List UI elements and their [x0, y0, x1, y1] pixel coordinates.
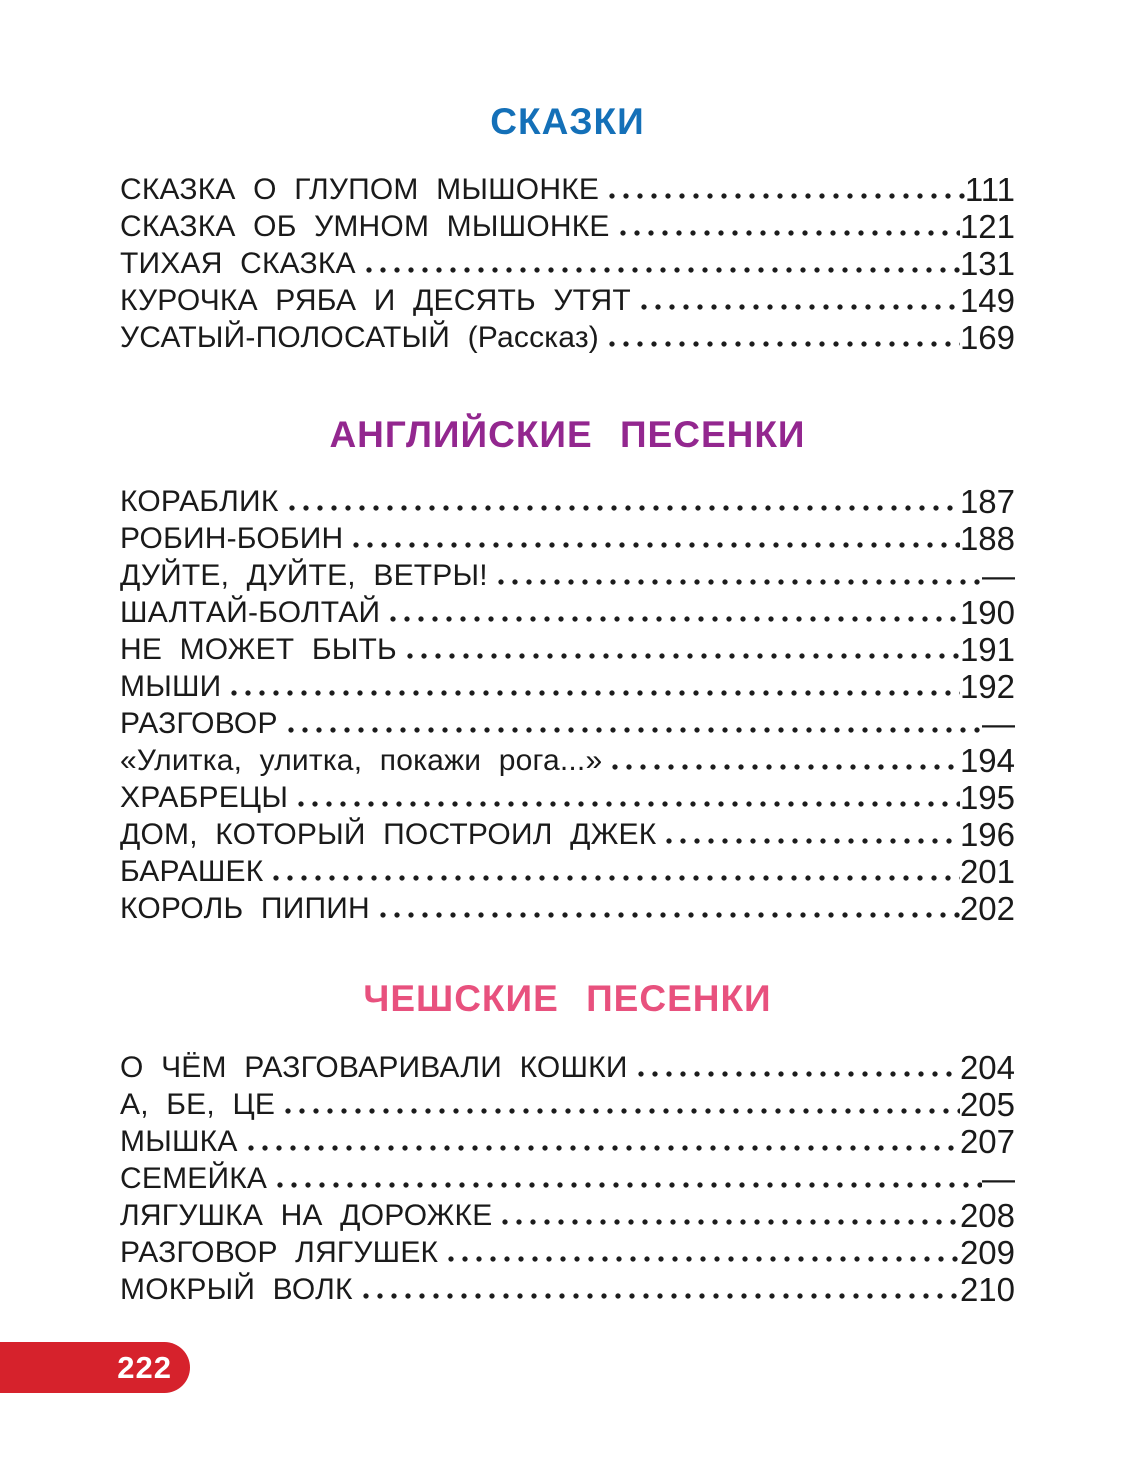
toc-item-title: А, БЕ, ЦЕ [120, 1088, 276, 1121]
toc-item-title: МЫШКА [120, 1125, 238, 1158]
toc-item-title: НЕ МОЖЕТ БЫТЬ [120, 633, 397, 666]
dot-leader [403, 631, 960, 668]
toc-row [120, 1086, 1015, 1123]
toc-item-title: СЕМЕЙКА [120, 1162, 268, 1195]
toc-item-title: БАРАШЕК [120, 855, 264, 888]
dot-leader [637, 282, 960, 319]
toc-item-page: 131 [959, 245, 1015, 282]
dot-leader [273, 1160, 982, 1197]
toc-row [120, 705, 1015, 742]
toc-item-title: О ЧЁМ РАЗГОВАРИВАЛИ КОШКИ [120, 1051, 628, 1084]
toc-row [120, 594, 1015, 631]
toc-item-page: 207 [959, 1123, 1015, 1160]
toc-row [120, 816, 1015, 853]
toc-item-page: 194 [959, 742, 1015, 779]
toc-row [120, 1160, 1015, 1197]
dot-leader [498, 1197, 959, 1234]
toc-item-title: ШАЛТАЙ-БОЛТАЙ [120, 596, 381, 629]
toc-item-title: ЛЯГУШКА НА ДОРОЖКЕ [120, 1199, 493, 1232]
dot-leader [605, 171, 965, 208]
toc-item-page: 111 [964, 171, 1015, 208]
dot-leader [376, 890, 960, 927]
dot-leader [386, 594, 960, 631]
dot-leader [284, 705, 982, 742]
toc-row [120, 483, 1015, 520]
toc-row [120, 557, 1015, 594]
toc-row [120, 668, 1015, 705]
toc-item-title: ДУЙТЕ, ДУЙТЕ, ВЕТРЫ! [120, 559, 488, 592]
toc-row [120, 208, 1015, 245]
toc-item-title: УСАТЫЙ-ПОЛОСАТЫЙ (Рассказ) [120, 321, 599, 354]
toc-row [120, 520, 1015, 557]
section-title-cheshskie-pesenki: ЧЕШСКИЕ ПЕСЕНКИ [363, 978, 772, 1019]
dot-leader [608, 742, 960, 779]
toc-item-page: — [982, 1160, 1015, 1197]
toc-item-title: СКАЗКА ОБ УМНОМ МЫШОНКЕ [120, 210, 610, 243]
section-title-angliyskie-pesenki: АНГЛИЙСКИЕ ПЕСЕНКИ [329, 414, 806, 455]
toc-row [120, 631, 1015, 668]
dot-leader [281, 1086, 960, 1123]
toc-item-page: 149 [959, 282, 1015, 319]
toc-item-page: — [982, 705, 1015, 742]
toc-row [120, 1234, 1015, 1271]
toc-row [120, 742, 1015, 779]
toc-item-page: 195 [959, 779, 1015, 816]
dot-leader [285, 483, 960, 520]
toc-row [120, 779, 1015, 816]
toc-item-page: 210 [959, 1271, 1015, 1308]
toc-item-title: КОРОЛЬ ПИПИН [120, 892, 370, 925]
toc-item-page: 209 [959, 1234, 1015, 1271]
dot-leader [359, 1271, 960, 1308]
dot-leader [662, 816, 960, 853]
toc-item-title: МОКРЫЙ ВОЛК [120, 1273, 353, 1306]
toc-item-title: «Улитка, улитка, покажи рога...» [120, 744, 603, 777]
toc-item-title: ТИХАЯ СКАЗКА [120, 247, 356, 280]
toc-item-title: МЫШИ [120, 670, 222, 703]
toc-item-page: 202 [959, 890, 1015, 927]
dot-leader [244, 1123, 960, 1160]
dot-leader [444, 1234, 960, 1271]
dot-leader [269, 853, 960, 890]
toc-item-title: СКАЗКА О ГЛУПОМ МЫШОНКЕ [120, 173, 600, 206]
toc-row [120, 1197, 1015, 1234]
toc-item-title: РОБИН-БОБИН [120, 522, 344, 555]
toc-content [120, 0, 1015, 1308]
toc-row [120, 1049, 1015, 1086]
toc-list-angliyskie-pesenki [120, 483, 1015, 927]
toc-item-title: КОРАБЛИК [120, 485, 279, 518]
toc-list-cheshskie-pesenki [120, 1049, 1015, 1308]
dot-leader [362, 245, 960, 282]
toc-item-page: 204 [959, 1049, 1015, 1086]
toc-item-page: 205 [959, 1086, 1015, 1123]
toc-item-page: 191 [959, 631, 1015, 668]
dot-leader [605, 319, 960, 356]
toc-item-page: 121 [959, 208, 1015, 245]
toc-item-title: ДОМ, КОТОРЫЙ ПОСТРОИЛ ДЖЕК [120, 818, 657, 851]
dot-leader [227, 668, 960, 705]
toc-row [120, 171, 1015, 208]
toc-item-title: РАЗГОВОР ЛЯГУШЕК [120, 1236, 439, 1269]
toc-item-page: 196 [959, 816, 1015, 853]
toc-row [120, 1123, 1015, 1160]
toc-item-page: 187 [959, 483, 1015, 520]
dot-leader [349, 520, 960, 557]
toc-row [120, 890, 1015, 927]
dot-leader [616, 208, 960, 245]
page-number-badge: 222 [0, 1342, 190, 1393]
toc-list-skazki [120, 171, 1015, 356]
toc-row [120, 319, 1015, 356]
toc-item-page: — [982, 557, 1015, 594]
toc-item-page: 192 [959, 668, 1015, 705]
toc-row [120, 282, 1015, 319]
dot-leader [494, 557, 982, 594]
toc-row [120, 245, 1015, 282]
toc-item-page: 188 [959, 520, 1015, 557]
toc-item-page: 201 [959, 853, 1015, 890]
toc-item-page: 169 [959, 319, 1015, 356]
section-title-skazki: СКАЗКИ [490, 101, 645, 142]
toc-item-page: 208 [959, 1197, 1015, 1234]
dot-leader [294, 779, 960, 816]
dot-leader [634, 1049, 960, 1086]
toc-row [120, 853, 1015, 890]
toc-item-title: ХРАБРЕЦЫ [120, 781, 289, 814]
toc-row [120, 1271, 1015, 1308]
toc-item-title: КУРОЧКА РЯБА И ДЕСЯТЬ УТЯТ [120, 284, 631, 317]
toc-item-page: 190 [959, 594, 1015, 631]
toc-item-title: РАЗГОВОР [120, 707, 278, 740]
